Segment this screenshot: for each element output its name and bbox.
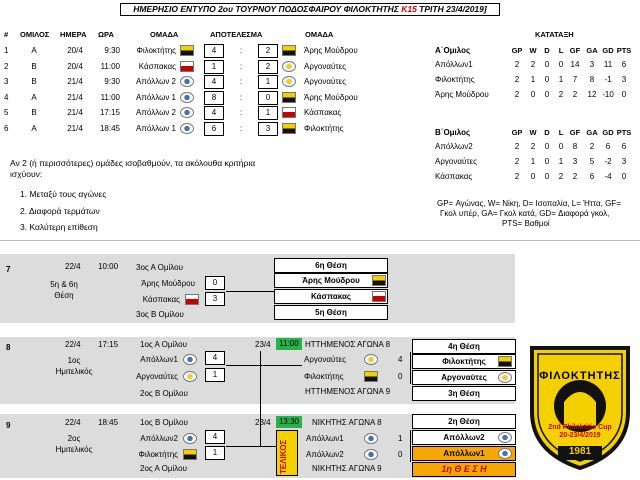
match-colon: : <box>239 46 243 55</box>
match-away-team: Φιλοκτήτης <box>304 123 344 133</box>
pos4-team: Φιλοκτήτης <box>412 354 516 369</box>
m7-seed-1: 3ος Α Ομίλου <box>136 263 183 272</box>
match-home-team: Φιλοκτήτης <box>136 46 176 55</box>
third-score-2: 0 <box>398 372 403 381</box>
m7-score-2: 3 <box>205 292 225 306</box>
m8-number: 8 <box>6 343 11 352</box>
header-team2: ΟΜΑΔΑ <box>305 30 334 39</box>
kaspakas-logo-icon <box>372 291 386 302</box>
standings-value: 2 <box>558 172 564 181</box>
standings-col-header: PTS <box>616 46 632 55</box>
final-score-1: 1 <box>398 434 403 443</box>
final-tag: ΤΕΛΙΚΟΣ <box>279 439 288 474</box>
legend-line-2: Γκολ υπέρ, GA= Γκολ κατά, GD= Διαφορά γκολ, <box>440 209 610 218</box>
team-yellow-logo-icon <box>282 45 296 56</box>
aris-logo-icon <box>372 275 386 286</box>
match-home-score: 4 <box>204 75 224 89</box>
standings-value: 0 <box>530 90 536 99</box>
standings-value: 0 <box>530 172 536 181</box>
standings-col-header: D <box>544 128 550 137</box>
team-blue-logo-icon <box>180 76 194 87</box>
header-team: ΟΜΑΔΑ <box>150 30 179 39</box>
match-number: 2 <box>4 61 9 71</box>
standings-value: -1 <box>604 75 612 84</box>
team-blue-logo-icon <box>180 107 194 118</box>
m8-time: 17:15 <box>98 340 119 349</box>
match-group: Α <box>31 92 37 102</box>
standings-value: 0 <box>621 172 627 181</box>
m8-label-1: 1ος <box>67 356 81 365</box>
match-away-score: 1 <box>258 106 278 120</box>
standings-value: 2 <box>514 157 520 166</box>
m8-score-2: 1 <box>205 368 225 382</box>
match-home-score: 8 <box>204 91 224 105</box>
standings-col-header: GF <box>569 46 581 55</box>
match-home-team: Απόλλων 2 <box>136 108 176 117</box>
match-time: 17:15 <box>99 108 120 117</box>
third-team-1: Αργοναύτες <box>304 355 346 364</box>
standings-col-header: PTS <box>616 128 632 137</box>
final-score-2: 0 <box>398 450 403 459</box>
match-colon: : <box>239 108 243 117</box>
group-b-label: Β΄Ομιλος <box>435 128 471 137</box>
standings-value: -4 <box>604 172 612 181</box>
match-colon: : <box>239 92 243 102</box>
team-blue-logo-icon <box>180 92 194 103</box>
match-colon: : <box>239 61 243 71</box>
pos2-label: 2η Θέση <box>412 414 516 429</box>
standings-col-header: D <box>544 46 550 55</box>
match-home-score: 4 <box>204 106 224 120</box>
standings-value: 2 <box>572 90 578 99</box>
header-time: ΩΡΑ <box>98 30 114 39</box>
standings-col-header: GP <box>511 128 523 137</box>
apollon-logo-icon <box>498 432 512 443</box>
standings-value: 7 <box>572 75 578 84</box>
header-result: ΑΠΟΤΕΛΕΣΜΑ <box>210 30 263 39</box>
match-day: 20/4 <box>67 46 83 55</box>
standings-value: 2 <box>514 172 520 181</box>
match-number: 1 <box>4 46 9 55</box>
standings-value: 0 <box>621 90 627 99</box>
band-gap-2 <box>0 404 515 414</box>
m8-seed-1: 1ος Α Ομίλου <box>140 340 187 349</box>
match-time: 11:00 <box>100 61 120 71</box>
final-date: 23/4 <box>255 418 271 427</box>
final-winner8: ΝΙΚΗΤΗΣ ΑΓΩΝΑ 8 <box>312 418 382 427</box>
apollon-logo-icon <box>183 433 197 444</box>
standings-value: 3 <box>621 157 627 166</box>
match-time: 11:00 <box>100 92 120 102</box>
standings-col-header: GP <box>511 46 523 55</box>
pos3-label: 3η Θέση <box>412 386 516 401</box>
standings-value: 2 <box>514 75 520 84</box>
standings-value: 0 <box>558 142 564 151</box>
m7-time: 10:00 <box>98 262 119 271</box>
standings-value: 2 <box>530 142 536 151</box>
m9-label-1: 2ος <box>67 434 81 443</box>
match-away-team: Αργοναύτες <box>304 77 346 86</box>
group-a-label: Α΄Ομιλος <box>435 46 471 55</box>
standings-value: 0 <box>544 90 550 99</box>
match-away-score: 3 <box>258 122 278 136</box>
team-yellow-logo-icon <box>282 123 296 134</box>
standings-value: 11 <box>603 60 613 69</box>
standings-value: 0 <box>544 60 550 69</box>
criteria-intro-1: Αν 2 (ή περισσότερες) ομάδες ισοβαθμούν, τα ακόλουθα κριτήρια <box>10 158 256 168</box>
standings-col-header: L <box>558 46 564 55</box>
m7-number: 7 <box>6 265 11 274</box>
m7-label-1: 5η & 6η <box>50 280 78 289</box>
final-team-2: Απόλλων2 <box>306 450 344 459</box>
third-date: 23/4 <box>255 340 271 349</box>
standings-value: 1 <box>558 157 564 166</box>
match-away-score: 2 <box>258 44 278 58</box>
m9-date: 22/4 <box>65 418 81 427</box>
match-home-team: Απόλλων 1 <box>136 123 176 133</box>
match-group: Β <box>31 61 37 71</box>
match-time: 9:30 <box>104 46 120 55</box>
standings-value: 14 <box>570 60 580 69</box>
match-group: Β <box>31 77 37 86</box>
final-time: 13:30 <box>276 416 302 428</box>
m7-seed-2: 3ος Β Ομίλου <box>136 310 184 319</box>
standings-value: 0 <box>544 157 550 166</box>
m8-score-1: 4 <box>205 351 225 365</box>
m7-pos6-label: 6η Θέση <box>274 258 388 273</box>
match-group: Β <box>31 108 37 117</box>
m9-seed-2: 2ος Α Ομίλου <box>140 464 187 473</box>
m8-label-2: Ημιτελικός <box>55 367 93 376</box>
team-gray-logo-icon <box>282 61 296 72</box>
standings-value: 2 <box>514 142 520 151</box>
final-team-1: Απόλλων1 <box>306 434 344 443</box>
match-day: 20/4 <box>67 61 83 71</box>
m9-team-2: Φιλοκτήτης <box>138 450 178 459</box>
criteria-item-1: 1. Μεταξύ τους αγώνες <box>20 189 107 199</box>
standings-value: 2 <box>514 60 520 69</box>
team-gray-logo-icon <box>282 76 296 87</box>
criteria-intro-2: ισχύουν: <box>10 169 43 179</box>
third-time: 11:00 <box>276 338 302 350</box>
match-home-score: 6 <box>204 122 224 136</box>
match-home-score: 4 <box>204 44 224 58</box>
standings-col-header: L <box>558 128 564 137</box>
m9-seed-1: 1ος Β Ομίλου <box>140 418 188 427</box>
filoktitis-logo-icon <box>183 449 197 460</box>
m7-team-2: Κάσπακας <box>142 295 180 304</box>
apollon-logo-icon <box>183 354 197 365</box>
apollon-logo-icon <box>498 448 512 459</box>
match-away-score: 1 <box>258 75 278 89</box>
match-day: 21/4 <box>67 123 83 133</box>
m8-date: 22/4 <box>65 340 81 349</box>
m9-score-1: 4 <box>205 430 225 444</box>
logo-name: ΦΙΛΟΚΤΗΤΗΣ <box>539 370 621 382</box>
standings-value: 3 <box>589 60 595 69</box>
kaspakas-logo-icon <box>185 294 199 305</box>
pos4-label: 4η Θέση <box>412 339 516 354</box>
argonautes-logo-icon <box>498 372 512 383</box>
standings-value: 6 <box>621 60 627 69</box>
match-home-team: Κάσπακας <box>138 61 176 71</box>
criteria-item-2: 2. Διαφορά τερμάτων <box>20 206 100 216</box>
m7-pos6-team: Άρης Μούδρου <box>274 273 388 288</box>
standings-team: Άρης Μούδρου <box>435 90 489 99</box>
header-group: ΟΜΙΛΟΣ <box>20 30 50 39</box>
standings-value: 2 <box>572 172 578 181</box>
band-gap <box>0 323 515 337</box>
match-time: 9:30 <box>104 77 120 86</box>
filoktitis-logo-icon <box>364 371 378 382</box>
match-away-team: Κάσπακας <box>304 108 342 117</box>
third-loser9: ΗΤΤΗΜΕΝΟΣ ΑΓΩΝΑ 9 <box>305 387 391 396</box>
match-away-team: Άρης Μούδρου <box>304 92 358 102</box>
standings-col-header: GF <box>569 128 581 137</box>
standings-value: 8 <box>572 142 578 151</box>
m7-team-1: Άρης Μούδρου <box>141 279 195 288</box>
standings-value: 6 <box>621 142 627 151</box>
logo-line-2: 20-23/4/2019 <box>559 432 601 439</box>
third-team-2: Φιλοκτήτης <box>304 372 344 381</box>
m9-number: 9 <box>6 421 11 430</box>
standings-col-header: GA <box>586 128 598 137</box>
team-red-logo-icon <box>180 61 194 72</box>
m7-pos5-label: 5η Θέση <box>274 305 388 320</box>
logo-line-1: 2nd Philoktitis Cup <box>548 424 612 431</box>
m7-pos5-team: Κάσπακας <box>274 289 388 304</box>
team-yellow-logo-icon <box>282 92 296 103</box>
standings-value: 1 <box>530 75 536 84</box>
standings-value: 12 <box>587 90 597 99</box>
pos1-label: 1η Θ Ε Σ Η <box>412 462 516 477</box>
standings-value: 2 <box>589 142 595 151</box>
m9-score-2: 1 <box>205 446 225 460</box>
match-time: 18:45 <box>99 123 120 133</box>
standings-value: 0 <box>544 75 550 84</box>
standings-value: 0 <box>544 142 550 151</box>
standings-team: Κάσπακας <box>435 172 473 181</box>
match-home-score: 1 <box>204 60 224 74</box>
m8-seed-2: 2ος Β Ομίλου <box>140 389 188 398</box>
match-day: 21/4 <box>67 77 83 86</box>
match-colon: : <box>239 77 243 86</box>
standings-value: 2 <box>514 90 520 99</box>
final-winner9: ΝΙΚΗΤΗΣ ΑΓΩΝΑ 9 <box>312 464 382 473</box>
pos3-team: Αργοναύτες <box>412 370 516 385</box>
standings-team: Απόλλων1 <box>435 60 473 69</box>
header-standings: ΚΑΤΑΤΑΞΗ <box>535 30 574 39</box>
m8-team-1: Απόλλων1 <box>140 355 178 364</box>
standings-team: Φιλοκτήτης <box>435 75 475 84</box>
m8-team-2: Αργοναύτες <box>136 372 178 381</box>
match-away-team: Αργοναύτες <box>304 61 346 71</box>
standings-value: 1 <box>530 157 536 166</box>
team-red-logo-icon <box>282 107 296 118</box>
standings-col-header: W <box>529 46 537 55</box>
argonautes-logo-icon <box>364 354 378 365</box>
third-score-1: 4 <box>398 355 403 364</box>
standings-value: 0 <box>544 172 550 181</box>
k15-label: K15 <box>401 4 417 14</box>
pos1-team: Απόλλων1 <box>412 446 516 461</box>
standings-team: Απόλλων2 <box>435 142 473 151</box>
standings-team: Αργοναύτες <box>435 157 477 166</box>
m9-label-2: Ημιτελικός <box>55 445 93 454</box>
standings-value: 6 <box>589 172 595 181</box>
standings-value: -2 <box>604 157 612 166</box>
match-home-team: Απόλλων 1 <box>136 92 176 102</box>
criteria-item-3: 3. Καλύτερη επίθεση <box>20 222 98 232</box>
match-day: 21/4 <box>67 92 83 102</box>
match-number: 6 <box>4 123 9 133</box>
pos2-team: Απόλλων2 <box>412 430 516 445</box>
m7-score-1: 0 <box>205 276 225 290</box>
team-blue-logo-icon <box>180 123 194 134</box>
apollon-logo-icon <box>364 433 378 444</box>
standings-col-header: W <box>529 128 537 137</box>
match-away-score: 0 <box>258 91 278 105</box>
match-colon: : <box>239 123 243 133</box>
match-group: Α <box>31 46 37 55</box>
page-title: ΗΜΕΡΗΣΙΟ ΕΝΤΥΠΟ 2ου ΤΟΥΡΝΟΥ ΠΟΔΟΣΦΑΙΡΟΥ ΦΙΛΟΚΤΗΤΗΣ K15 ΤΡΙΤΗ 23/4/2019] <box>120 3 500 16</box>
legend-line-1: GP= Αγώνας, W= Νίκη, D= Ισοπαλία, L= Ήττα, GF= <box>437 199 621 208</box>
standings-col-header: GA <box>586 46 598 55</box>
apollon-logo-icon <box>364 449 378 460</box>
logo-year: 1981 <box>568 446 592 457</box>
standings-col-header: GD <box>602 46 614 55</box>
match-away-team: Άρης Μούδρου <box>304 46 358 55</box>
match-home-team: Απόλλων 2 <box>136 77 176 86</box>
third-loser8: ΗΤΤΗΜΕΝΟΣ ΑΓΩΝΑ 8 <box>305 340 391 349</box>
standings-value: -10 <box>602 90 614 99</box>
standings-value: 5 <box>589 157 595 166</box>
match-day: 21/4 <box>67 108 83 117</box>
match-number: 3 <box>4 77 9 86</box>
m7-date: 22/4 <box>65 262 81 271</box>
match-number: 5 <box>4 108 9 117</box>
standings-value: 0 <box>558 60 564 69</box>
standings-value: 6 <box>605 142 611 151</box>
standings-col-header: GD <box>602 128 614 137</box>
legend-line-3: PTS= Βαθμοί <box>502 219 550 228</box>
standings-value: 2 <box>530 60 536 69</box>
argonautes-logo-icon <box>183 371 197 382</box>
m9-time: 18:45 <box>98 418 119 427</box>
team-yellow-logo-icon <box>180 45 194 56</box>
match-number: 4 <box>4 92 9 102</box>
standings-value: 2 <box>558 90 564 99</box>
header-day: ΗΜΕΡΑ <box>60 30 87 39</box>
standings-value: 3 <box>621 75 627 84</box>
filoktitis-logo-icon <box>498 356 512 367</box>
m9-team-1: Απόλλων2 <box>140 434 178 443</box>
standings-value: 3 <box>572 157 578 166</box>
m7-label-2: Θέση <box>54 291 74 300</box>
match-group: Α <box>31 123 37 133</box>
header-num: # <box>4 30 9 39</box>
standings-value: 1 <box>558 75 564 84</box>
separator <box>0 240 640 241</box>
match-away-score: 2 <box>258 60 278 74</box>
standings-value: 8 <box>589 75 595 84</box>
club-logo <box>524 342 636 470</box>
